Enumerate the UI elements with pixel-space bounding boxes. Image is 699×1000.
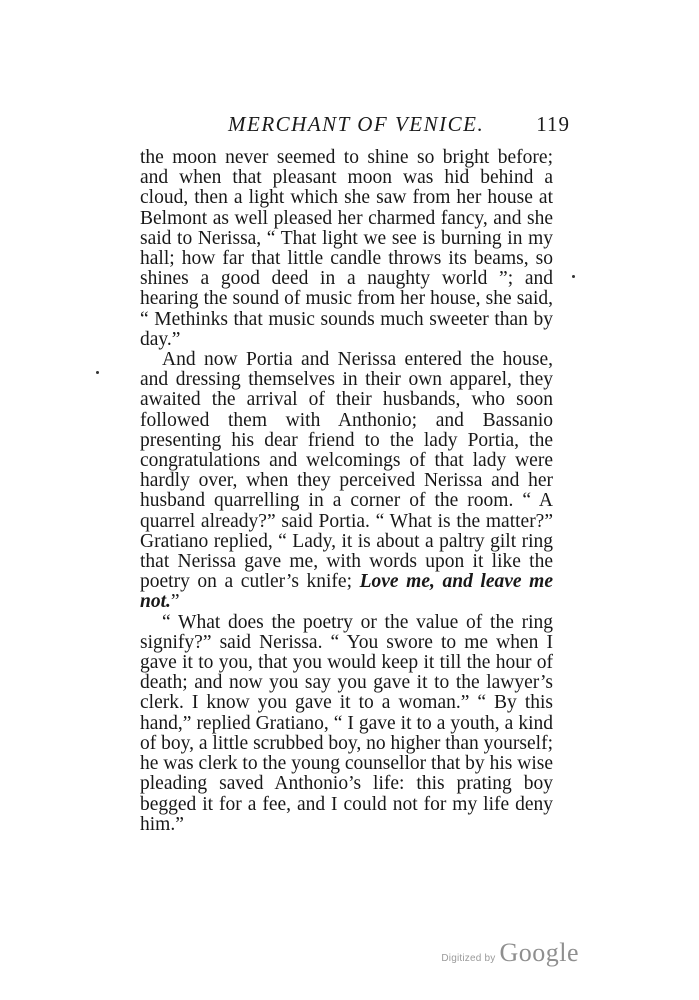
ink-speck (96, 371, 99, 374)
page-number: 119 (536, 112, 570, 136)
google-logo: Google (499, 938, 579, 967)
paragraph-2 (140, 350, 553, 613)
paragraph-3: “ What does the poetry or the value of the ring signify?” said Nerissa. “ You swore to me when I gave it to you, that you would keep it till the hour of death; and now you say you gave it to the lawyer’s clerk. I know you gave it to a woman.” “ By this hand,” replied Gratiano, “ I gave it to a youth, a kind of boy, a little scrubbed boy, no higher than yourself; he was clerk to the young counsellor that by his wise pleading saved Anthonio’s life: this prating boy begged it for a fee, and I could not for my life deny him.” (140, 611, 553, 835)
running-head (140, 112, 570, 142)
ink-speck (572, 275, 575, 278)
watermark-prefix: Digitized by (441, 953, 496, 964)
paragraph-1: the moon never seemed to shine so bright before; and when that pleasant moon was hid behind a cloud, then a light which she saw from her house at Belmont as well pleased her charmed fancy, and she said to Nerissa, “ That light we see is burning in my hall; how far that little candle throws its beams, so shines a good deed in a naughty world ”; and hearing the sound of music from her house, she said, “ Methinks that music sounds much sweeter than by day.” (140, 147, 553, 350)
digitization-watermark (441, 938, 579, 968)
paragraph-2-text: And now Portia and Nerissa entered the house, and dressing themselves in their own apparel, they awaited the arrival of their husbands, who soon followed them with Anthonio; and Bassanio presenting his dear friend to the lady Portia, the congratulations and welcomings of that lady were hardly over, when they perceived Nerissa and her husband quarrelling in a corner of the room. “ A quarrel already?” said Portia. “ What is the matter?” Gratiano replied, “ Lady, it is about a paltry gilt ring that Nerissa gave me, with words upon it like the poetry on a cutler’s knife; (140, 349, 553, 593)
paragraph-2-italic-quote: Love me, and leave me not. (140, 571, 553, 613)
body-text (140, 148, 553, 835)
running-title: MERCHANT OF VENICE. (228, 112, 485, 136)
paragraph-2-close-quote: ” (170, 591, 180, 613)
